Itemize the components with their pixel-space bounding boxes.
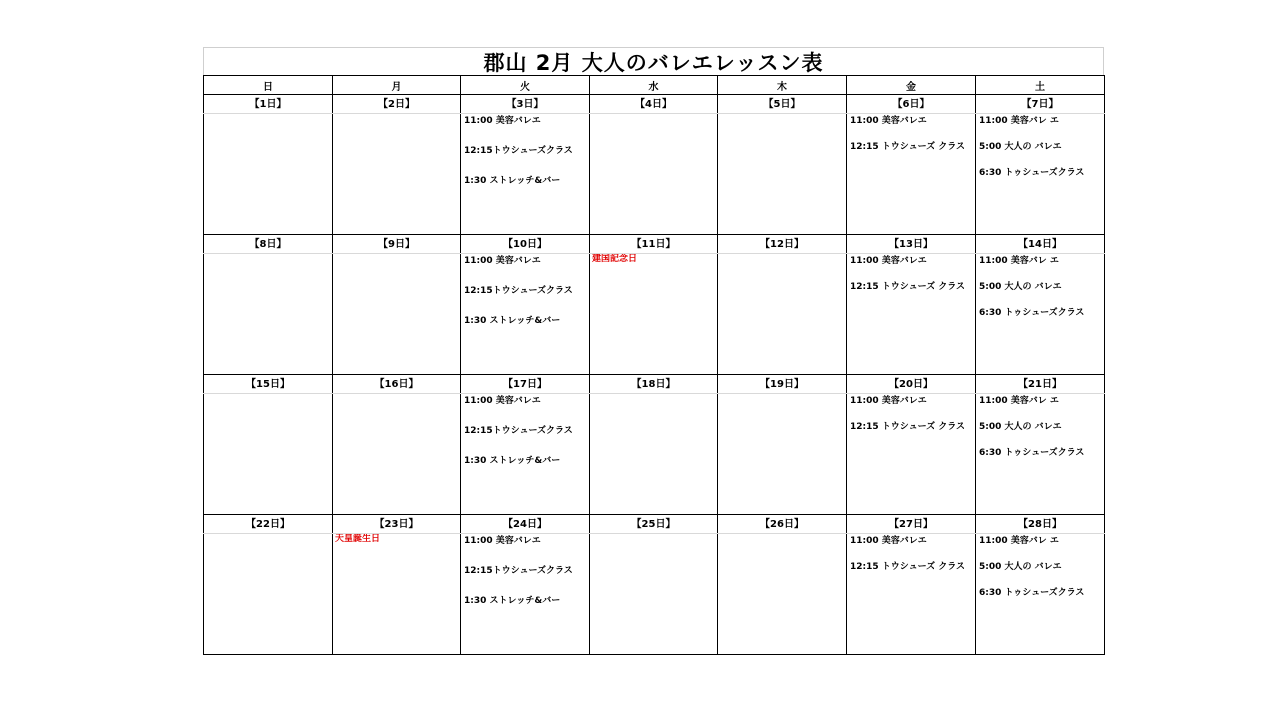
- calendar-title: 郡山 2月 大人のバレエレッスン表: [203, 47, 1104, 75]
- lesson-calendar-sheet: [203, 47, 1104, 655]
- date-label: 【7日】: [976, 95, 1105, 114]
- day-cell[interactable]: [976, 534, 1105, 655]
- dow-friday: 金: [847, 76, 976, 95]
- lesson-entry: 11:00 美容バレエ: [464, 396, 541, 406]
- dow-monday: 月: [333, 76, 461, 95]
- day-cell[interactable]: [590, 394, 718, 515]
- date-label: 【25日】: [590, 515, 718, 534]
- date-label: 【27日】: [847, 515, 976, 534]
- lesson-entry: 12:15トウシューズクラス: [464, 566, 573, 576]
- lesson-entry: 6:30 トゥシューズクラス: [979, 308, 1085, 318]
- lesson-entry: 5:00 大人の バレエ: [979, 142, 1062, 152]
- day-cell[interactable]: [461, 394, 590, 515]
- lesson-entry: 11:00 美容バレエ: [850, 536, 927, 546]
- date-label: 【2日】: [333, 95, 461, 114]
- day-cell[interactable]: [333, 534, 461, 655]
- date-label: 【20日】: [847, 375, 976, 394]
- date-label: 【3日】: [461, 95, 590, 114]
- day-cell[interactable]: [333, 254, 461, 375]
- day-cell[interactable]: [461, 114, 590, 235]
- events-row: [204, 394, 1105, 515]
- lesson-entry: 11:00 美容バレ エ: [979, 116, 1059, 126]
- lesson-entry: 11:00 美容バレエ: [464, 536, 541, 546]
- lesson-entry: 6:30 トゥシューズクラス: [979, 168, 1085, 178]
- date-label: 【13日】: [847, 235, 976, 254]
- date-label: 【28日】: [976, 515, 1105, 534]
- lesson-entry: 11:00 美容バレエ: [850, 256, 927, 266]
- day-cell[interactable]: [976, 254, 1105, 375]
- holiday-label: 天皇誕生日: [335, 534, 381, 544]
- day-cell[interactable]: [590, 254, 718, 375]
- date-label: 【19日】: [718, 375, 847, 394]
- date-row: [204, 95, 1105, 114]
- lesson-entry: 12:15トウシューズクラス: [464, 286, 573, 296]
- lesson-entry: 6:30 トゥシューズクラス: [979, 448, 1085, 458]
- day-cell[interactable]: [590, 534, 718, 655]
- date-label: 【15日】: [204, 375, 333, 394]
- day-cell[interactable]: [847, 254, 976, 375]
- day-cell[interactable]: [204, 114, 333, 235]
- day-cell[interactable]: [333, 394, 461, 515]
- date-label: 【6日】: [847, 95, 976, 114]
- date-row: [204, 235, 1105, 254]
- dow-wednesday: 水: [590, 76, 718, 95]
- date-label: 【5日】: [718, 95, 847, 114]
- holiday-label: 建国記念日: [592, 254, 638, 264]
- day-cell[interactable]: [718, 534, 847, 655]
- date-label: 【8日】: [204, 235, 333, 254]
- date-label: 【12日】: [718, 235, 847, 254]
- day-cell[interactable]: [718, 254, 847, 375]
- lesson-entry: 12:15トウシューズクラス: [464, 426, 573, 436]
- lesson-entry: 11:00 美容バレエ: [850, 396, 927, 406]
- dow-saturday: 土: [976, 76, 1105, 95]
- date-row: [204, 375, 1105, 394]
- day-cell[interactable]: [461, 254, 590, 375]
- lesson-entry: 1:30 ストレッチ&バー: [464, 456, 561, 466]
- lesson-entry: 12:15 トウシューズ クラス: [850, 142, 966, 152]
- date-label: 【9日】: [333, 235, 461, 254]
- day-cell[interactable]: [204, 254, 333, 375]
- day-cell[interactable]: [976, 114, 1105, 235]
- lesson-entry: 11:00 美容バレ エ: [979, 396, 1059, 406]
- lesson-entry: 11:00 美容バレエ: [464, 256, 541, 266]
- date-label: 【26日】: [718, 515, 847, 534]
- lesson-entry: 12:15 トウシューズ クラス: [850, 282, 966, 292]
- lesson-entry: 5:00 大人の バレエ: [979, 282, 1062, 292]
- day-cell[interactable]: [976, 394, 1105, 515]
- calendar-table: [203, 75, 1105, 655]
- date-label: 【22日】: [204, 515, 333, 534]
- dow-tuesday: 火: [461, 76, 590, 95]
- day-cell[interactable]: [718, 114, 847, 235]
- dow-thursday: 木: [718, 76, 847, 95]
- lesson-entry: 11:00 美容バレエ: [850, 116, 927, 126]
- lesson-entry: 12:15 トウシューズ クラス: [850, 422, 966, 432]
- day-cell[interactable]: [847, 114, 976, 235]
- lesson-entry: 11:00 美容バレ エ: [979, 536, 1059, 546]
- lesson-entry: 5:00 大人の バレエ: [979, 562, 1062, 572]
- lesson-entry: 6:30 トゥシューズクラス: [979, 588, 1085, 598]
- date-label: 【17日】: [461, 375, 590, 394]
- lesson-entry: 11:00 美容バレエ: [464, 116, 541, 126]
- date-label: 【21日】: [976, 375, 1105, 394]
- day-cell[interactable]: [847, 534, 976, 655]
- date-row: [204, 515, 1105, 534]
- day-cell[interactable]: [333, 114, 461, 235]
- events-row: [204, 534, 1105, 655]
- dow-sunday: 日: [204, 76, 333, 95]
- lesson-entry: 12:15 トウシューズ クラス: [850, 562, 966, 572]
- lesson-entry: 1:30 ストレッチ&バー: [464, 176, 561, 186]
- date-label: 【4日】: [590, 95, 718, 114]
- date-label: 【23日】: [333, 515, 461, 534]
- date-label: 【11日】: [590, 235, 718, 254]
- lesson-entry: 11:00 美容バレ エ: [979, 256, 1059, 266]
- date-label: 【10日】: [461, 235, 590, 254]
- day-cell[interactable]: [590, 114, 718, 235]
- day-cell[interactable]: [718, 394, 847, 515]
- day-of-week-row: [204, 76, 1105, 95]
- day-cell[interactable]: [204, 394, 333, 515]
- date-label: 【24日】: [461, 515, 590, 534]
- date-label: 【1日】: [204, 95, 333, 114]
- lesson-entry: 1:30 ストレッチ&バー: [464, 596, 561, 606]
- lesson-entry: 5:00 大人の バレエ: [979, 422, 1062, 432]
- lesson-entry: 1:30 ストレッチ&バー: [464, 316, 561, 326]
- events-row: [204, 254, 1105, 375]
- events-row: [204, 114, 1105, 235]
- lesson-entry: 12:15トウシューズクラス: [464, 146, 573, 156]
- date-label: 【14日】: [976, 235, 1105, 254]
- day-cell[interactable]: [847, 394, 976, 515]
- day-cell[interactable]: [461, 534, 590, 655]
- day-cell[interactable]: [204, 534, 333, 655]
- date-label: 【18日】: [590, 375, 718, 394]
- date-label: 【16日】: [333, 375, 461, 394]
